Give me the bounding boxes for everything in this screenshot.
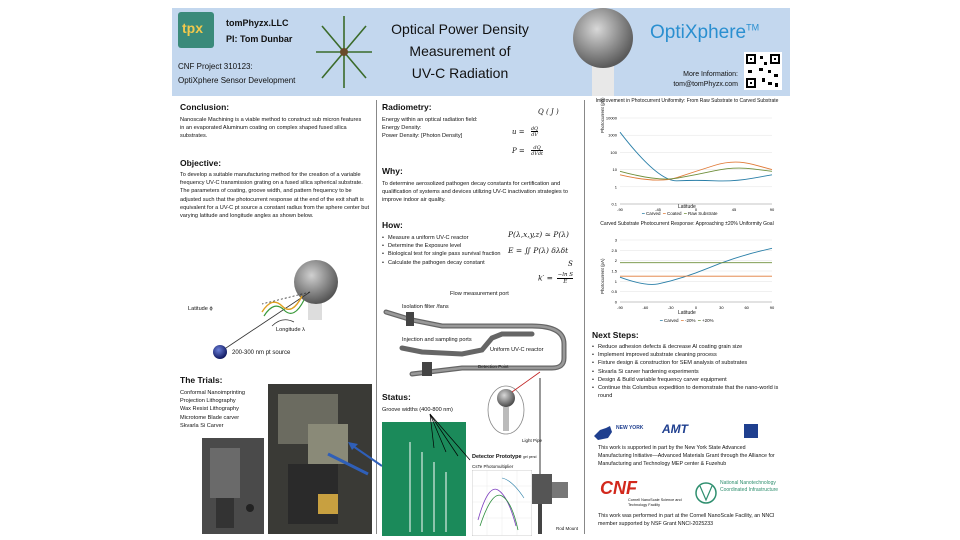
new-york-state-map-icon — [592, 424, 614, 442]
chart1-xlabel: Latitude — [678, 204, 696, 210]
conclusion-body: Nanoscale Machining is a viable method to construct sub micron features in an evaporated Aluminum coating on complex shaped fused silica substrates. — [180, 117, 362, 140]
y-tick-label: 1000 — [608, 132, 617, 138]
series-line-carved — [620, 132, 772, 181]
how-item: • Determine the Exposure level — [382, 242, 504, 250]
legend-coated: Coated — [667, 211, 682, 216]
detector-prototype-label — [472, 454, 536, 460]
radiometry-lines — [382, 116, 512, 141]
tpx-logo — [178, 12, 214, 48]
poster — [172, 8, 790, 538]
decay-denominator: E — [557, 278, 573, 285]
legend-raw: Raw Substrate — [688, 211, 718, 216]
pi-name: PI: Tom Dunbar — [226, 34, 293, 44]
next-step-item: • Continue this Columbus expedition to demonstrate that the nano-world is round — [592, 384, 784, 400]
y-tick-label: 100 — [610, 149, 617, 155]
uniformity-formula: P(λ,x,y,z) ≃ P(λ) — [508, 230, 569, 239]
photomultiplier-spectrum-chart — [472, 470, 532, 536]
how-item: • Biological test for single pass survival fraction — [382, 250, 504, 258]
next-step-item: • Implement improved substrate cleaning process — [592, 351, 784, 359]
project-id: CNF Project 310123: — [178, 62, 253, 71]
contact-info — [648, 70, 738, 90]
x-tick-label: 60 — [744, 305, 749, 310]
chart-carved-response — [592, 236, 782, 312]
how-item: • Calculate the pathogen decay constant — [382, 259, 504, 267]
rod-mount-label: Rod Mount — [556, 526, 579, 531]
uniform-reactor-label: Uniform UV-C reactor — [490, 347, 544, 353]
why-body: To determine aerosolized pathogen decay constants for certification and qualification of systems and devices utilizing UV-C inactivation strategies to improve indoor air quality. — [382, 181, 568, 204]
next-steps-list — [592, 343, 784, 400]
trial-item: Conformal Nanoimprinting — [180, 390, 245, 396]
how-list — [382, 234, 504, 267]
y-tick-label: 0.1 — [611, 201, 617, 207]
next-step-item: • Reduce adhesion defects & decrease Al coating grain size — [592, 343, 784, 351]
chart-photocurrent-uniformity — [592, 114, 782, 214]
division-logo-icon — [744, 424, 758, 438]
x-tick-label: 0 — [694, 305, 698, 310]
chart2-ylabel: Photocurrent (pA) — [600, 258, 605, 294]
x-tick-label: -90 — [617, 207, 623, 212]
y-tick-label: 0.5 — [611, 289, 617, 295]
radiometry-heading: Radiometry: — [382, 102, 432, 112]
exposure-formula: E = ∬ P(λ) δλδt — [508, 246, 569, 255]
series-line-coated — [620, 162, 772, 180]
legend-minus20: -20% — [685, 318, 696, 323]
x-tick-label: 0 — [694, 207, 698, 212]
trials-heading: The Trials: — [180, 375, 223, 385]
how-heading: How: — [382, 220, 403, 230]
contact-email[interactable]: tom@tomPhyzx.com — [673, 81, 738, 88]
next-step-item: • Skvarla Si carver hardening experiments — [592, 368, 784, 376]
x-tick-label: 30 — [719, 305, 724, 310]
radiometry-line: Power Density: [Photon Density] — [382, 133, 463, 140]
photomultiplier-label: CsTe Photomultiplier — [472, 464, 514, 469]
u-symbol: u = — [512, 128, 525, 136]
chart2-legend: ━ Carved ━ -20% ━ +20% — [660, 318, 714, 323]
radiometry-line: Energy within an optical radiation field: — [382, 117, 478, 123]
project-sub: OptiXphere Sensor Development — [178, 76, 296, 85]
next-step-item: • Fixture design & construction for SEM analysis of substrates — [592, 359, 784, 367]
cnf-logo: CNF — [600, 478, 637, 498]
objective-body: To develop a suitable manufacturing method for the creation of a variable frequency UV-C transmission grating on a fused silica spherical substrate. The parameters of coating, groove width, and pattern frequency to be adjusted such that the photocurrent response at the end of the exit shaft is equivalent for a UV-C pt source a constant radius from the sphere center but varying latitude and longitude angles as shown below. — [180, 172, 370, 220]
flow-port-label: Flow measurement port — [450, 291, 509, 297]
more-info-label: More Information: — [683, 71, 738, 78]
decay-numerator: −ln S — [557, 272, 574, 278]
legend-plus20: +20% — [702, 318, 714, 323]
header-banner — [172, 8, 790, 96]
ny-logo-text: NEW YORK — [616, 425, 644, 431]
carver-photo-closeup — [202, 438, 264, 534]
series-line-carved — [620, 248, 772, 284]
conclusion-heading: Conclusion: — [180, 102, 230, 112]
y-tick-label: 1.5 — [611, 268, 617, 274]
chart2-xlabel: Latitude — [678, 310, 696, 316]
y-tick-label: 0 — [614, 299, 617, 305]
energy-density-formula: u = dQ dV — [512, 126, 539, 138]
x-tick-label: -30 — [667, 305, 674, 310]
longitude-label: Longitude λ — [276, 327, 305, 333]
radiometry-line: Energy Density: — [382, 125, 422, 132]
title-line-1: Optical Power Density — [391, 21, 529, 37]
y-tick-label: 10 — [612, 167, 617, 173]
x-tick-label: -60 — [642, 305, 649, 310]
chart1-title: Improvement in Photocurrent Uniformity: From Raw Substrate to Carved Substrate — [595, 98, 779, 104]
x-tick-label: -90 — [617, 305, 623, 310]
brand-text: OptiXphere — [650, 22, 747, 43]
brand-name — [650, 22, 759, 44]
survival-symbol: S — [568, 260, 573, 268]
chart1-legend: ━ Carved ━ Coated ━ Raw Substrate — [642, 211, 718, 216]
title-line-3: UV-C Radiation — [411, 65, 509, 81]
legend-carved: Carved — [663, 318, 679, 323]
x-tick-label: -45 — [655, 207, 661, 212]
trial-item: Wax Resist Lithography — [180, 406, 239, 413]
nnci-logo-text: National Nanotechnology Coordinated Infrastructure — [720, 480, 779, 493]
decay-formula — [538, 272, 573, 285]
isolation-label: Isolation filter /fans — [402, 304, 449, 310]
prototype-title: Detector Prototype — [472, 454, 522, 460]
detection-point-label: Detection Point — [478, 364, 509, 369]
how-item: • Measure a uniform UV-C reactor — [382, 234, 504, 242]
x-tick-label: 45 — [731, 207, 737, 212]
latitude-label: Latitude ϕ — [188, 306, 213, 312]
sphere-illustration — [568, 8, 638, 96]
x-tick-label: 90 — [769, 305, 775, 310]
y-tick-label: 1 — [614, 278, 617, 284]
y-tick-label: 2 — [614, 258, 617, 264]
title-line-2: Measurement of — [409, 43, 511, 59]
light-pipe-label: Light Pipe — [522, 438, 543, 443]
next-steps-heading: Next Steps: — [592, 330, 639, 340]
trial-item: Projection Lithography — [180, 398, 236, 405]
poster-title — [380, 18, 540, 84]
nnci-logo-icon — [694, 478, 718, 508]
y-tick-label: 2.5 — [611, 247, 617, 253]
status-body: Groove widths (400-800 nm) — [382, 407, 453, 413]
amt-logo: AMT — [662, 422, 688, 436]
injection-label: Injection and sampling ports — [402, 337, 472, 343]
k-symbol: k′ = — [538, 273, 553, 283]
energy-formula: Q ( J ) — [538, 108, 559, 116]
qr-code-icon[interactable] — [744, 52, 782, 90]
trial-item: Skvarla Si Carver — [180, 422, 224, 429]
support-text: This work is supported in part by the New York State Advanced Manufacturing Initiative—Advanced Materials Grant through the Alliance for Manufacturing and Technology MEP center & Fuzehub — [598, 445, 775, 467]
point-source-icon — [213, 345, 227, 359]
power-density-formula: P = dQ dVdt — [512, 145, 544, 157]
performed-text: This work was performed in part at the Cornell NanoScale Facility, an NNCI member supported by NSF Grant NNCI-2025233 — [598, 513, 775, 527]
cnf-logo-sub: Cornell NanoScale Science and Technology Facility — [628, 498, 682, 507]
why-heading: Why: — [382, 166, 403, 176]
chart1-ylabel: Photocurrent (pA) — [600, 97, 605, 133]
brand-tm: TM — [746, 22, 760, 33]
legend-carved: Carved — [645, 211, 661, 216]
y-tick-label: 10000 — [605, 115, 617, 121]
next-step-item: • Design & Build variable frequency carver equipment — [592, 376, 784, 384]
y-tick-label: 3 — [614, 237, 617, 243]
plant-illustration — [312, 12, 376, 92]
chart2-title: Carved Substrate Photocurrent Response: Approaching ±20% Uniformity Goal — [600, 221, 774, 227]
status-heading: Status: — [382, 392, 411, 402]
org-name: tomPhyzx.LLC — [226, 18, 289, 28]
trial-item: Microtome Blade carver — [180, 414, 240, 421]
x-tick-label: 90 — [769, 207, 775, 212]
column-divider-2 — [584, 100, 585, 534]
trials-list — [180, 389, 270, 430]
y-tick-label: 1 — [614, 184, 617, 190]
objective-heading: Objective: — [180, 158, 222, 168]
arrow-icon — [346, 440, 386, 470]
prototype-sub: gel pend — [523, 455, 537, 459]
logo-text: tpx — [182, 20, 203, 36]
p-symbol: P = — [512, 147, 525, 155]
source-label: 200-300 nm pt source — [232, 350, 291, 356]
